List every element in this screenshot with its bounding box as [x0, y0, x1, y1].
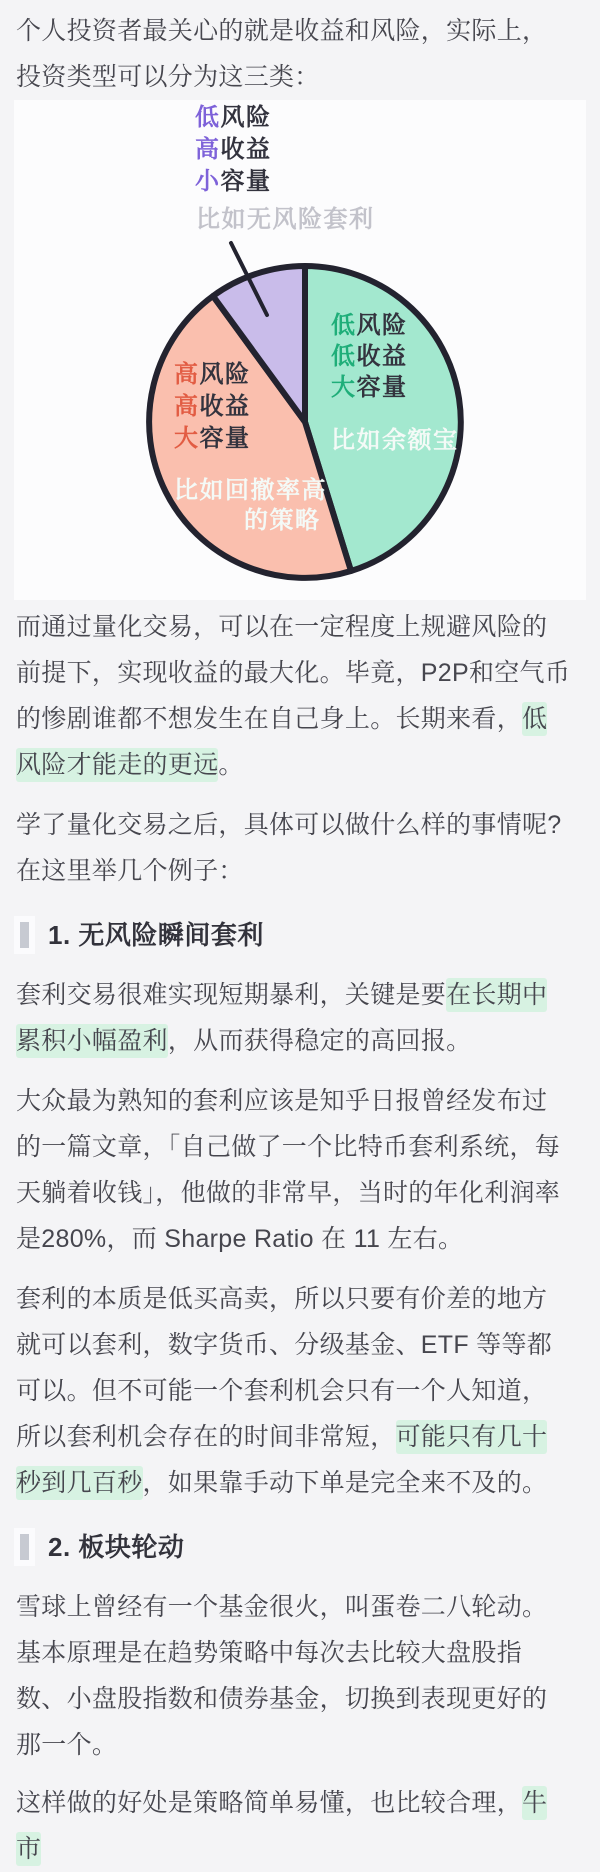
text-segment: 雪球上曾经有一个基金很火，叫蛋卷二八轮动。基本原理是在趋势策略中每次去比较大盘股指数、小盘股指数和债券基金，切换到表现更好的那一个。: [16, 1593, 548, 1759]
svg-text:大容量: [174, 425, 251, 452]
highlighted-text: 在长期中累积小幅盈利: [16, 978, 547, 1058]
svg-text:高收益: [174, 392, 251, 420]
green-label-em-3: 大: [331, 374, 357, 401]
section-heading: [16, 1524, 572, 1570]
svg-text:小容量: [195, 168, 272, 195]
section-heading-text: 1. 无风险瞬间套利: [48, 920, 264, 950]
text-segment: 。: [218, 751, 244, 779]
paragraph: [16, 604, 572, 788]
text-segment: ，从而获得稳定的高回报。: [167, 1027, 472, 1055]
highlighted-text: 可能只有几十秒到几百秒: [16, 1420, 547, 1500]
pink-label-rest-2: 收益: [199, 393, 251, 420]
text-segment: 学了量化交易之后，具体可以做什么样的事情呢?在这里举几个例子：: [16, 811, 562, 885]
green-label-rest-2: 收益: [356, 343, 408, 370]
callout-label-rest-3: 容量: [220, 168, 272, 195]
highlighted-text: 牛市: [16, 1786, 547, 1866]
callout-label-em-2: 高: [195, 136, 221, 163]
text-segment: 这样做的好处是策略简单易懂，也比较合理，: [16, 1789, 523, 1817]
pink-label-em-3: 大: [174, 425, 200, 452]
svg-text:低风险: [195, 103, 272, 131]
callout-note: 比如无风险套利: [196, 206, 375, 233]
heading-marker: [20, 1534, 29, 1560]
paragraph: [16, 1780, 572, 1872]
text-segment: 套利交易很难实现短期暴利，关键是要: [16, 981, 447, 1009]
callout-label-rest-2: 收益: [220, 136, 272, 163]
green-label-em-2: 低: [331, 343, 357, 370]
paragraph: [16, 972, 572, 1064]
text-segment: ，如果靠手动下单是完全来不及的。: [142, 1469, 548, 1497]
pie-chart: [14, 100, 586, 600]
highlighted-text: 低风险才能走的更远: [16, 702, 547, 782]
callout-label-em-3: 小: [195, 168, 221, 195]
text-segment: 而通过量化交易，可以在一定程度上规避风险的前提下，实现收益的最大化。毕竟，P2P和空气币的惨剧谁都不想发生在自己身上。长期来看，: [16, 613, 571, 733]
green-slice-note: 比如余额宝: [331, 427, 459, 454]
pie-chart-figure[interactable]: [14, 100, 586, 600]
svg-text:高风险: [174, 360, 251, 388]
pink-label-rest-3: 容量: [199, 425, 251, 452]
paragraph: [16, 1078, 572, 1262]
callout-label: [195, 103, 375, 233]
text-segment: 大众最为熟知的套利应该是知乎日报曾经发布过的一篇文章，「自己做了一个比特币套利系统，每天躺着收钱」，他做的非常早，当时的年化利润率是280%，而 Sharpe Ratio 在 11 左右。: [16, 1087, 561, 1253]
svg-text:低收益: [331, 342, 408, 370]
green-label-em-1: 低: [331, 312, 357, 339]
article-body: [0, 604, 600, 1872]
pink-slice-note-line1: 比如回撤率高: [174, 477, 327, 504]
svg-text:低风险: [331, 311, 408, 339]
paragraph: [16, 802, 572, 894]
green-label-rest-1: 风险: [356, 312, 408, 339]
pink-label-em-1: 高: [174, 361, 200, 388]
text-segment: 套利的本质是低买高卖，所以只要有价差的地方就可以套利，数字货币、分级基金、ETF 等等都可以。但不可能一个套利机会只有一个人知道，所以套利机会存在的时间非常短，: [16, 1285, 553, 1451]
intro-paragraph: 个人投资者最关心的就是收益和风险，实际上，投资类型可以分为这三类：: [16, 17, 548, 91]
section-heading-text: 2. 板块轮动: [48, 1532, 185, 1562]
callout-label-rest-1: 风险: [220, 104, 272, 131]
green-label-rest-3: 容量: [356, 374, 408, 401]
svg-text:高收益: [195, 135, 272, 163]
pink-label-rest-1: 风险: [199, 361, 251, 388]
section-heading: [16, 912, 572, 958]
pink-slice-note-line2: 的策略: [244, 507, 321, 534]
svg-text:大容量: [331, 374, 408, 401]
callout-label-em-1: 低: [195, 104, 221, 131]
pink-label-em-2: 高: [174, 393, 200, 420]
paragraph: [16, 1584, 572, 1768]
paragraph: [16, 1276, 572, 1506]
heading-marker: [20, 922, 29, 948]
